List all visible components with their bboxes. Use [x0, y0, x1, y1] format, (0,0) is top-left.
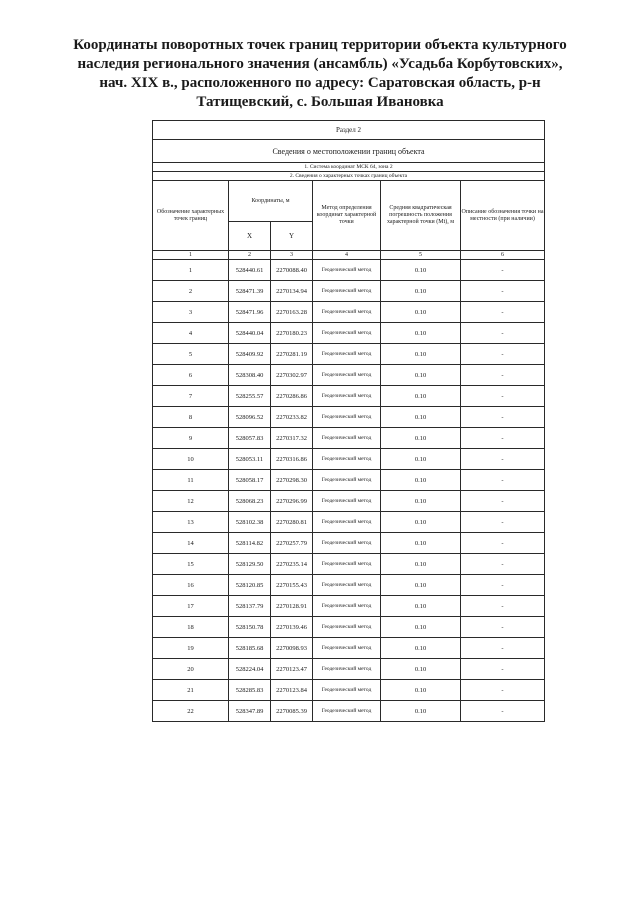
- table-row: [153, 638, 545, 659]
- header-coords: Координаты, м: [229, 181, 313, 222]
- point-number-cell: 9: [153, 428, 229, 449]
- coord-x-cell: 528096.52: [229, 407, 271, 428]
- accuracy-cell: 0.10: [381, 260, 461, 281]
- table-row: [153, 344, 545, 365]
- point-number-cell: 10: [153, 449, 229, 470]
- accuracy-cell: 0.10: [381, 701, 461, 722]
- coord-y-cell: 2270180.23: [271, 323, 313, 344]
- accuracy-cell: 0.10: [381, 596, 461, 617]
- description-cell: -: [461, 512, 545, 533]
- description-cell: -: [461, 617, 545, 638]
- col-number: 4: [313, 251, 381, 260]
- coord-y-cell: 2270155.43: [271, 575, 313, 596]
- table-row: [153, 617, 545, 638]
- coord-x-cell: 528129.50: [229, 554, 271, 575]
- coord-x-cell: 528102.38: [229, 512, 271, 533]
- method-cell: Геодезический метод: [313, 596, 381, 617]
- accuracy-cell: 0.10: [381, 428, 461, 449]
- description-cell: -: [461, 428, 545, 449]
- header-y: Y: [271, 222, 313, 251]
- description-cell: -: [461, 596, 545, 617]
- point-number-cell: 15: [153, 554, 229, 575]
- col-number: 6: [461, 251, 545, 260]
- coord-x-cell: 528053.11: [229, 449, 271, 470]
- header-description: Описание обозначения точки на местности (при наличии): [461, 181, 545, 251]
- description-cell: -: [461, 365, 545, 386]
- method-cell: Геодезический метод: [313, 470, 381, 491]
- point-number-cell: 17: [153, 596, 229, 617]
- coord-y-cell: 2270088.40: [271, 260, 313, 281]
- accuracy-cell: 0.10: [381, 533, 461, 554]
- col-number: 1: [153, 251, 229, 260]
- point-number-cell: 21: [153, 680, 229, 701]
- description-cell: -: [461, 449, 545, 470]
- point-number-cell: 2: [153, 281, 229, 302]
- point-number-cell: 6: [153, 365, 229, 386]
- point-number-cell: 3: [153, 302, 229, 323]
- title-line: Координаты поворотных точек границ территории объекта культурного: [73, 37, 567, 53]
- method-cell: Геодезический метод: [313, 533, 381, 554]
- coord-y-cell: 2270302.97: [271, 365, 313, 386]
- method-cell: Геодезический метод: [313, 491, 381, 512]
- method-cell: Геодезический метод: [313, 575, 381, 596]
- description-cell: -: [461, 260, 545, 281]
- method-cell: Геодезический метод: [313, 512, 381, 533]
- coord-y-cell: 2270123.47: [271, 659, 313, 680]
- accuracy-cell: 0.10: [381, 638, 461, 659]
- coord-system: 1. Система координат МСК 64, зона 2: [153, 163, 545, 172]
- coord-y-cell: 2270139.46: [271, 617, 313, 638]
- point-number-cell: 12: [153, 491, 229, 512]
- table-row: [153, 533, 545, 554]
- method-cell: Геодезический метод: [313, 260, 381, 281]
- accuracy-cell: 0.10: [381, 680, 461, 701]
- coord-y-cell: 2270233.82: [271, 407, 313, 428]
- accuracy-cell: 0.10: [381, 323, 461, 344]
- method-cell: Геодезический метод: [313, 428, 381, 449]
- method-cell: Геодезический метод: [313, 449, 381, 470]
- title-line: Татищевский, с. Большая Ивановка: [196, 94, 444, 110]
- table-row: [153, 386, 545, 407]
- coord-x-cell: 528058.17: [229, 470, 271, 491]
- coord-x-cell: 528308.40: [229, 365, 271, 386]
- coordinates-table: [152, 120, 545, 722]
- accuracy-cell: 0.10: [381, 344, 461, 365]
- coord-x-cell: 528255.57: [229, 386, 271, 407]
- point-number-cell: 16: [153, 575, 229, 596]
- method-cell: Геодезический метод: [313, 344, 381, 365]
- accuracy-cell: 0.10: [381, 659, 461, 680]
- coord-x-cell: 528471.39: [229, 281, 271, 302]
- coord-x-cell: 528285.83: [229, 680, 271, 701]
- table-row: [153, 323, 545, 344]
- coord-y-cell: 2270257.79: [271, 533, 313, 554]
- description-cell: -: [461, 575, 545, 596]
- accuracy-cell: 0.10: [381, 407, 461, 428]
- accuracy-cell: 0.10: [381, 554, 461, 575]
- point-number-cell: 8: [153, 407, 229, 428]
- description-cell: -: [461, 701, 545, 722]
- accuracy-cell: 0.10: [381, 470, 461, 491]
- table-row: [153, 554, 545, 575]
- point-number-cell: 22: [153, 701, 229, 722]
- table-row: [153, 680, 545, 701]
- coord-y-cell: 2270280.81: [271, 512, 313, 533]
- method-cell: Геодезический метод: [313, 617, 381, 638]
- table-row: [153, 596, 545, 617]
- table-row: [153, 281, 545, 302]
- accuracy-cell: 0.10: [381, 449, 461, 470]
- coord-x-cell: 528471.96: [229, 302, 271, 323]
- accuracy-cell: 0.10: [381, 302, 461, 323]
- coord-x-cell: 528185.68: [229, 638, 271, 659]
- coord-y-cell: 2270235.14: [271, 554, 313, 575]
- description-cell: -: [461, 638, 545, 659]
- point-number-cell: 7: [153, 386, 229, 407]
- document-title: [40, 36, 600, 112]
- points-heading: 2. Сведения о характерных точках границ объекта: [153, 172, 545, 181]
- coord-x-cell: 528068.23: [229, 491, 271, 512]
- point-number-cell: 20: [153, 659, 229, 680]
- coord-y-cell: 2270281.19: [271, 344, 313, 365]
- header-accuracy: Средняя квадратическая погрешность положения характерной точки (Mt), м: [381, 181, 461, 251]
- table-row: [153, 575, 545, 596]
- description-cell: -: [461, 302, 545, 323]
- coord-x-cell: 528440.04: [229, 323, 271, 344]
- coord-x-cell: 528409.92: [229, 344, 271, 365]
- point-number-cell: 11: [153, 470, 229, 491]
- col-number: 3: [271, 251, 313, 260]
- coord-y-cell: 2270085.39: [271, 701, 313, 722]
- coord-y-cell: 2270163.28: [271, 302, 313, 323]
- coord-y-cell: 2270286.86: [271, 386, 313, 407]
- coord-y-cell: 2270317.32: [271, 428, 313, 449]
- description-cell: -: [461, 659, 545, 680]
- coord-x-cell: 528114.82: [229, 533, 271, 554]
- point-number-cell: 4: [153, 323, 229, 344]
- accuracy-cell: 0.10: [381, 281, 461, 302]
- header-point: Обозначение характерных точек границ: [153, 181, 229, 251]
- section-label: Раздел 2: [153, 121, 545, 140]
- method-cell: Геодезический метод: [313, 554, 381, 575]
- point-number-cell: 14: [153, 533, 229, 554]
- description-cell: -: [461, 470, 545, 491]
- point-number-cell: 13: [153, 512, 229, 533]
- coord-y-cell: 2270298.30: [271, 470, 313, 491]
- method-cell: Геодезический метод: [313, 407, 381, 428]
- description-cell: -: [461, 407, 545, 428]
- coord-x-cell: 528057.83: [229, 428, 271, 449]
- method-cell: Геодезический метод: [313, 386, 381, 407]
- table-row: [153, 407, 545, 428]
- accuracy-cell: 0.10: [381, 491, 461, 512]
- description-cell: -: [461, 533, 545, 554]
- table-row: [153, 470, 545, 491]
- coord-y-cell: 2270316.86: [271, 449, 313, 470]
- coord-x-cell: 528120.85: [229, 575, 271, 596]
- coord-y-cell: 2270128.91: [271, 596, 313, 617]
- accuracy-cell: 0.10: [381, 386, 461, 407]
- method-cell: Геодезический метод: [313, 323, 381, 344]
- accuracy-cell: 0.10: [381, 512, 461, 533]
- description-cell: -: [461, 386, 545, 407]
- table-row: [153, 659, 545, 680]
- table-row: [153, 260, 545, 281]
- point-number-cell: 5: [153, 344, 229, 365]
- method-cell: Геодезический метод: [313, 659, 381, 680]
- table-row: [153, 365, 545, 386]
- method-cell: Геодезический метод: [313, 365, 381, 386]
- table-row: [153, 701, 545, 722]
- method-cell: Геодезический метод: [313, 701, 381, 722]
- coord-y-cell: 2270296.99: [271, 491, 313, 512]
- col-number: 5: [381, 251, 461, 260]
- point-number-cell: 1: [153, 260, 229, 281]
- title-line: нач. XIX в., расположенного по адресу: Саратовская область, р-н: [99, 75, 541, 91]
- coord-y-cell: 2270098.93: [271, 638, 313, 659]
- coord-y-cell: 2270123.84: [271, 680, 313, 701]
- coord-x-cell: 528224.04: [229, 659, 271, 680]
- info-title: Сведения о местоположении границ объекта: [153, 140, 545, 163]
- table-row: [153, 449, 545, 470]
- coord-x-cell: 528347.89: [229, 701, 271, 722]
- coord-x-cell: 528440.61: [229, 260, 271, 281]
- header-method: Метод определения координат характерной точки: [313, 181, 381, 251]
- col-number: 2: [229, 251, 271, 260]
- table-row: [153, 491, 545, 512]
- coord-x-cell: 528137.79: [229, 596, 271, 617]
- description-cell: -: [461, 281, 545, 302]
- description-cell: -: [461, 344, 545, 365]
- accuracy-cell: 0.10: [381, 365, 461, 386]
- table-row: [153, 512, 545, 533]
- coord-x-cell: 528150.78: [229, 617, 271, 638]
- description-cell: -: [461, 680, 545, 701]
- header-x: X: [229, 222, 271, 251]
- accuracy-cell: 0.10: [381, 575, 461, 596]
- method-cell: Геодезический метод: [313, 281, 381, 302]
- table-row: [153, 428, 545, 449]
- coord-y-cell: 2270134.94: [271, 281, 313, 302]
- method-cell: Геодезический метод: [313, 680, 381, 701]
- point-number-cell: 19: [153, 638, 229, 659]
- method-cell: Геодезический метод: [313, 638, 381, 659]
- description-cell: -: [461, 491, 545, 512]
- table-row: [153, 302, 545, 323]
- method-cell: Геодезический метод: [313, 302, 381, 323]
- description-cell: -: [461, 554, 545, 575]
- point-number-cell: 18: [153, 617, 229, 638]
- accuracy-cell: 0.10: [381, 617, 461, 638]
- title-line: наследия регионального значения (ансамбль) «Усадьба Корбутовских»,: [77, 56, 563, 72]
- description-cell: -: [461, 323, 545, 344]
